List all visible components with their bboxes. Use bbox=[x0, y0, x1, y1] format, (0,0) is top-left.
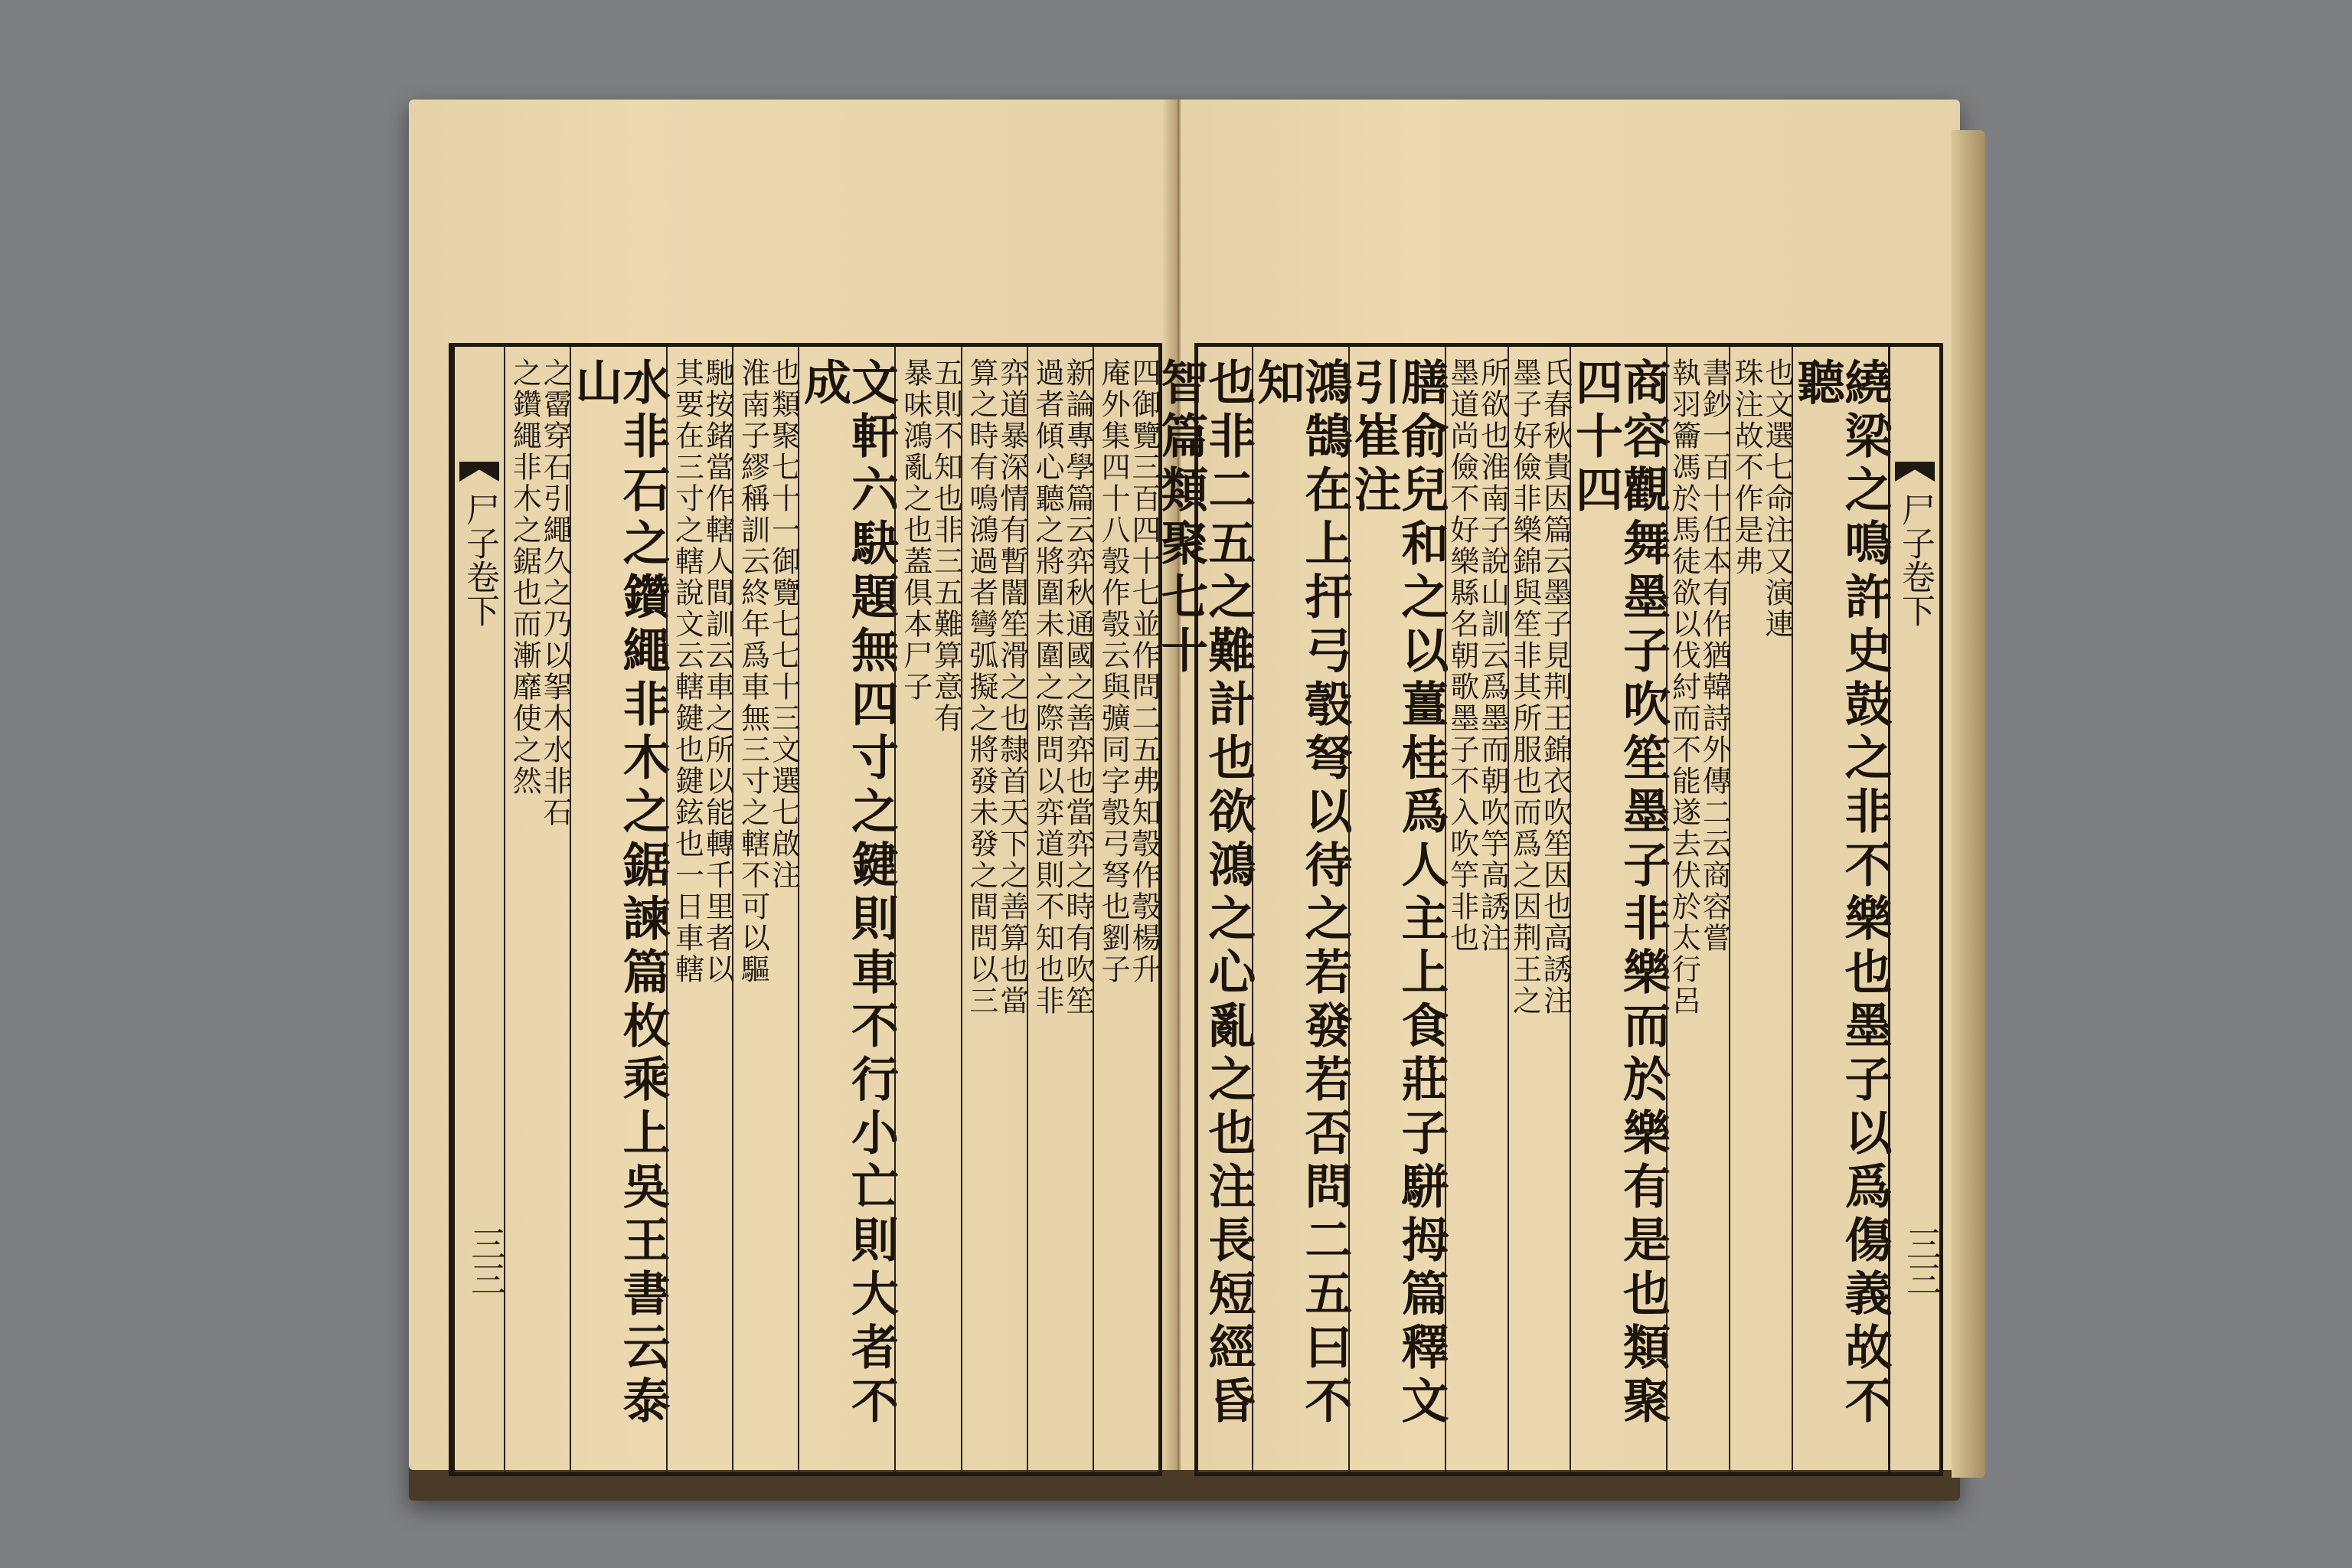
right-text-frame bbox=[1152, 343, 1943, 1476]
page-edge bbox=[1952, 130, 1985, 1478]
left-page-column-6 bbox=[732, 347, 801, 1472]
left-page-number: 三三 bbox=[466, 1226, 508, 1296]
right-page-column-5 bbox=[1508, 347, 1573, 1472]
annotation-line: 四御覽三百四十七並作問二五弗知彀作彀楊升 bbox=[1127, 358, 1161, 985]
left-page-column-5: 文軒六駃題無四寸之鍵則車不行小亡則大者不成 bbox=[798, 347, 894, 1472]
left-banxin-title: 尸子卷下 bbox=[460, 492, 500, 627]
annotation-line: 淮南子繆稱訓云終年爲車無三寸之轄不可以驅 bbox=[736, 358, 770, 985]
left-page-column-1 bbox=[1093, 347, 1161, 1472]
right-page-column-2 bbox=[1729, 347, 1792, 1472]
annotation-line: 新論專學篇云弈秋通國之善弈也當弈之時有吹笙 bbox=[1060, 358, 1095, 1017]
annotation-line: 馳按鍺當作轄人間訓云車之所以能轉千里者以 bbox=[701, 358, 735, 985]
annotation-line: 之霤穿石引繩久之乃以挐木水非石 bbox=[538, 358, 573, 828]
right-page-column-7: 膳俞兒和之以薑桂爲人主上食莊子駢拇篇釋文引崔注 bbox=[1348, 347, 1445, 1472]
left-page-column-9 bbox=[504, 347, 573, 1472]
annotation-line: 墨子好儉非樂錦與笙非其所服也而爲之因荆王之 bbox=[1508, 358, 1542, 1017]
annotation-line: 執羽籥馮於馬徒欲以伐紂而不能遂去伏於太行呂 bbox=[1667, 358, 1701, 1017]
annotation-line: 五則不知也非三五難算意有 bbox=[929, 358, 963, 734]
annotation-line: 氏春秋貴因篇云墨子見荆王錦衣吹笙因也高誘注 bbox=[1538, 358, 1573, 1017]
annotation-line: 也類聚七十一御覽七七十三文選七啟注 bbox=[766, 358, 801, 891]
left-banxin bbox=[452, 347, 508, 1472]
fish-tail-mark bbox=[1895, 462, 1935, 482]
annotation-line: 過者傾心聽之將圍未圍之際問以弈道則不知也非 bbox=[1030, 358, 1064, 1017]
annotation-line: 書鈔一百十任本有作猶韓詩外傳二云商容嘗 bbox=[1697, 358, 1732, 954]
annotation-line: 之鑽繩非木之鋸也而漸靡使之然 bbox=[508, 358, 542, 797]
open-book bbox=[409, 100, 1960, 1501]
annotation-line: 所欲也淮南子說山訓云爲墨而朝吹竽高誘注 bbox=[1475, 358, 1510, 954]
left-page bbox=[409, 100, 1174, 1470]
left-page-column-3 bbox=[961, 347, 1027, 1472]
fish-tail-mark bbox=[459, 462, 499, 482]
right-page-column-6 bbox=[1445, 347, 1508, 1472]
annotation-line: 其要在三寸之轄說文云轄鍵也鍵鉉也一日車轄 bbox=[670, 358, 704, 985]
right-page-number: 三三 bbox=[1901, 1226, 1942, 1296]
right-page-column-3 bbox=[1666, 347, 1732, 1472]
annotation-line: 墨道尚儉不好樂縣名朝歌墨子不入吹竽非也 bbox=[1445, 358, 1479, 954]
right-page-column-9: 也非二五之難計也欲鴻之心亂之也注長短經昏智篇類聚七十 bbox=[1152, 358, 1256, 1429]
annotation-line: 也文選七命注又演連 bbox=[1760, 358, 1794, 640]
left-text-frame bbox=[449, 343, 1162, 1476]
left-page-column-4 bbox=[894, 347, 963, 1472]
right-banxin bbox=[1888, 347, 1942, 1472]
right-page-column-8: 鴻鵠在上扞弓彀弩以待之若發若否問二五曰不知 bbox=[1252, 347, 1348, 1472]
annotation-line: 珠注故不作是弗 bbox=[1730, 358, 1764, 577]
right-banxin-title: 尸子卷下 bbox=[1896, 492, 1935, 627]
right-page bbox=[1152, 100, 1960, 1470]
left-page-column-8: 水非石之鑽繩非木之鋸諫篇枚乘上吳王書云泰山 bbox=[570, 347, 666, 1472]
left-page-column-7 bbox=[666, 347, 735, 1472]
annotation-line: 暴味鴻亂之也蓋俱本尸子 bbox=[898, 358, 933, 703]
annotation-line: 庵外集四十八彀作彀云與彍同字彀弓弩也劉子 bbox=[1096, 358, 1131, 985]
right-page-column-1: 繞梁之鳴許史鼓之非不樂也墨子以爲傷義故不聽 bbox=[1792, 347, 1888, 1472]
right-page-column-4: 商容觀舞墨子吹笙墨子非樂而於樂有是也類聚四十四 bbox=[1570, 347, 1666, 1472]
annotation-line: 弈道暴深情有暫闇笙滑之也隸首天下之善算也當 bbox=[995, 358, 1029, 1017]
annotation-line: 算之時有鳴鴻過者彎弧擬之將發未發之間問以三 bbox=[964, 358, 998, 1017]
left-page-column-2 bbox=[1027, 347, 1093, 1472]
